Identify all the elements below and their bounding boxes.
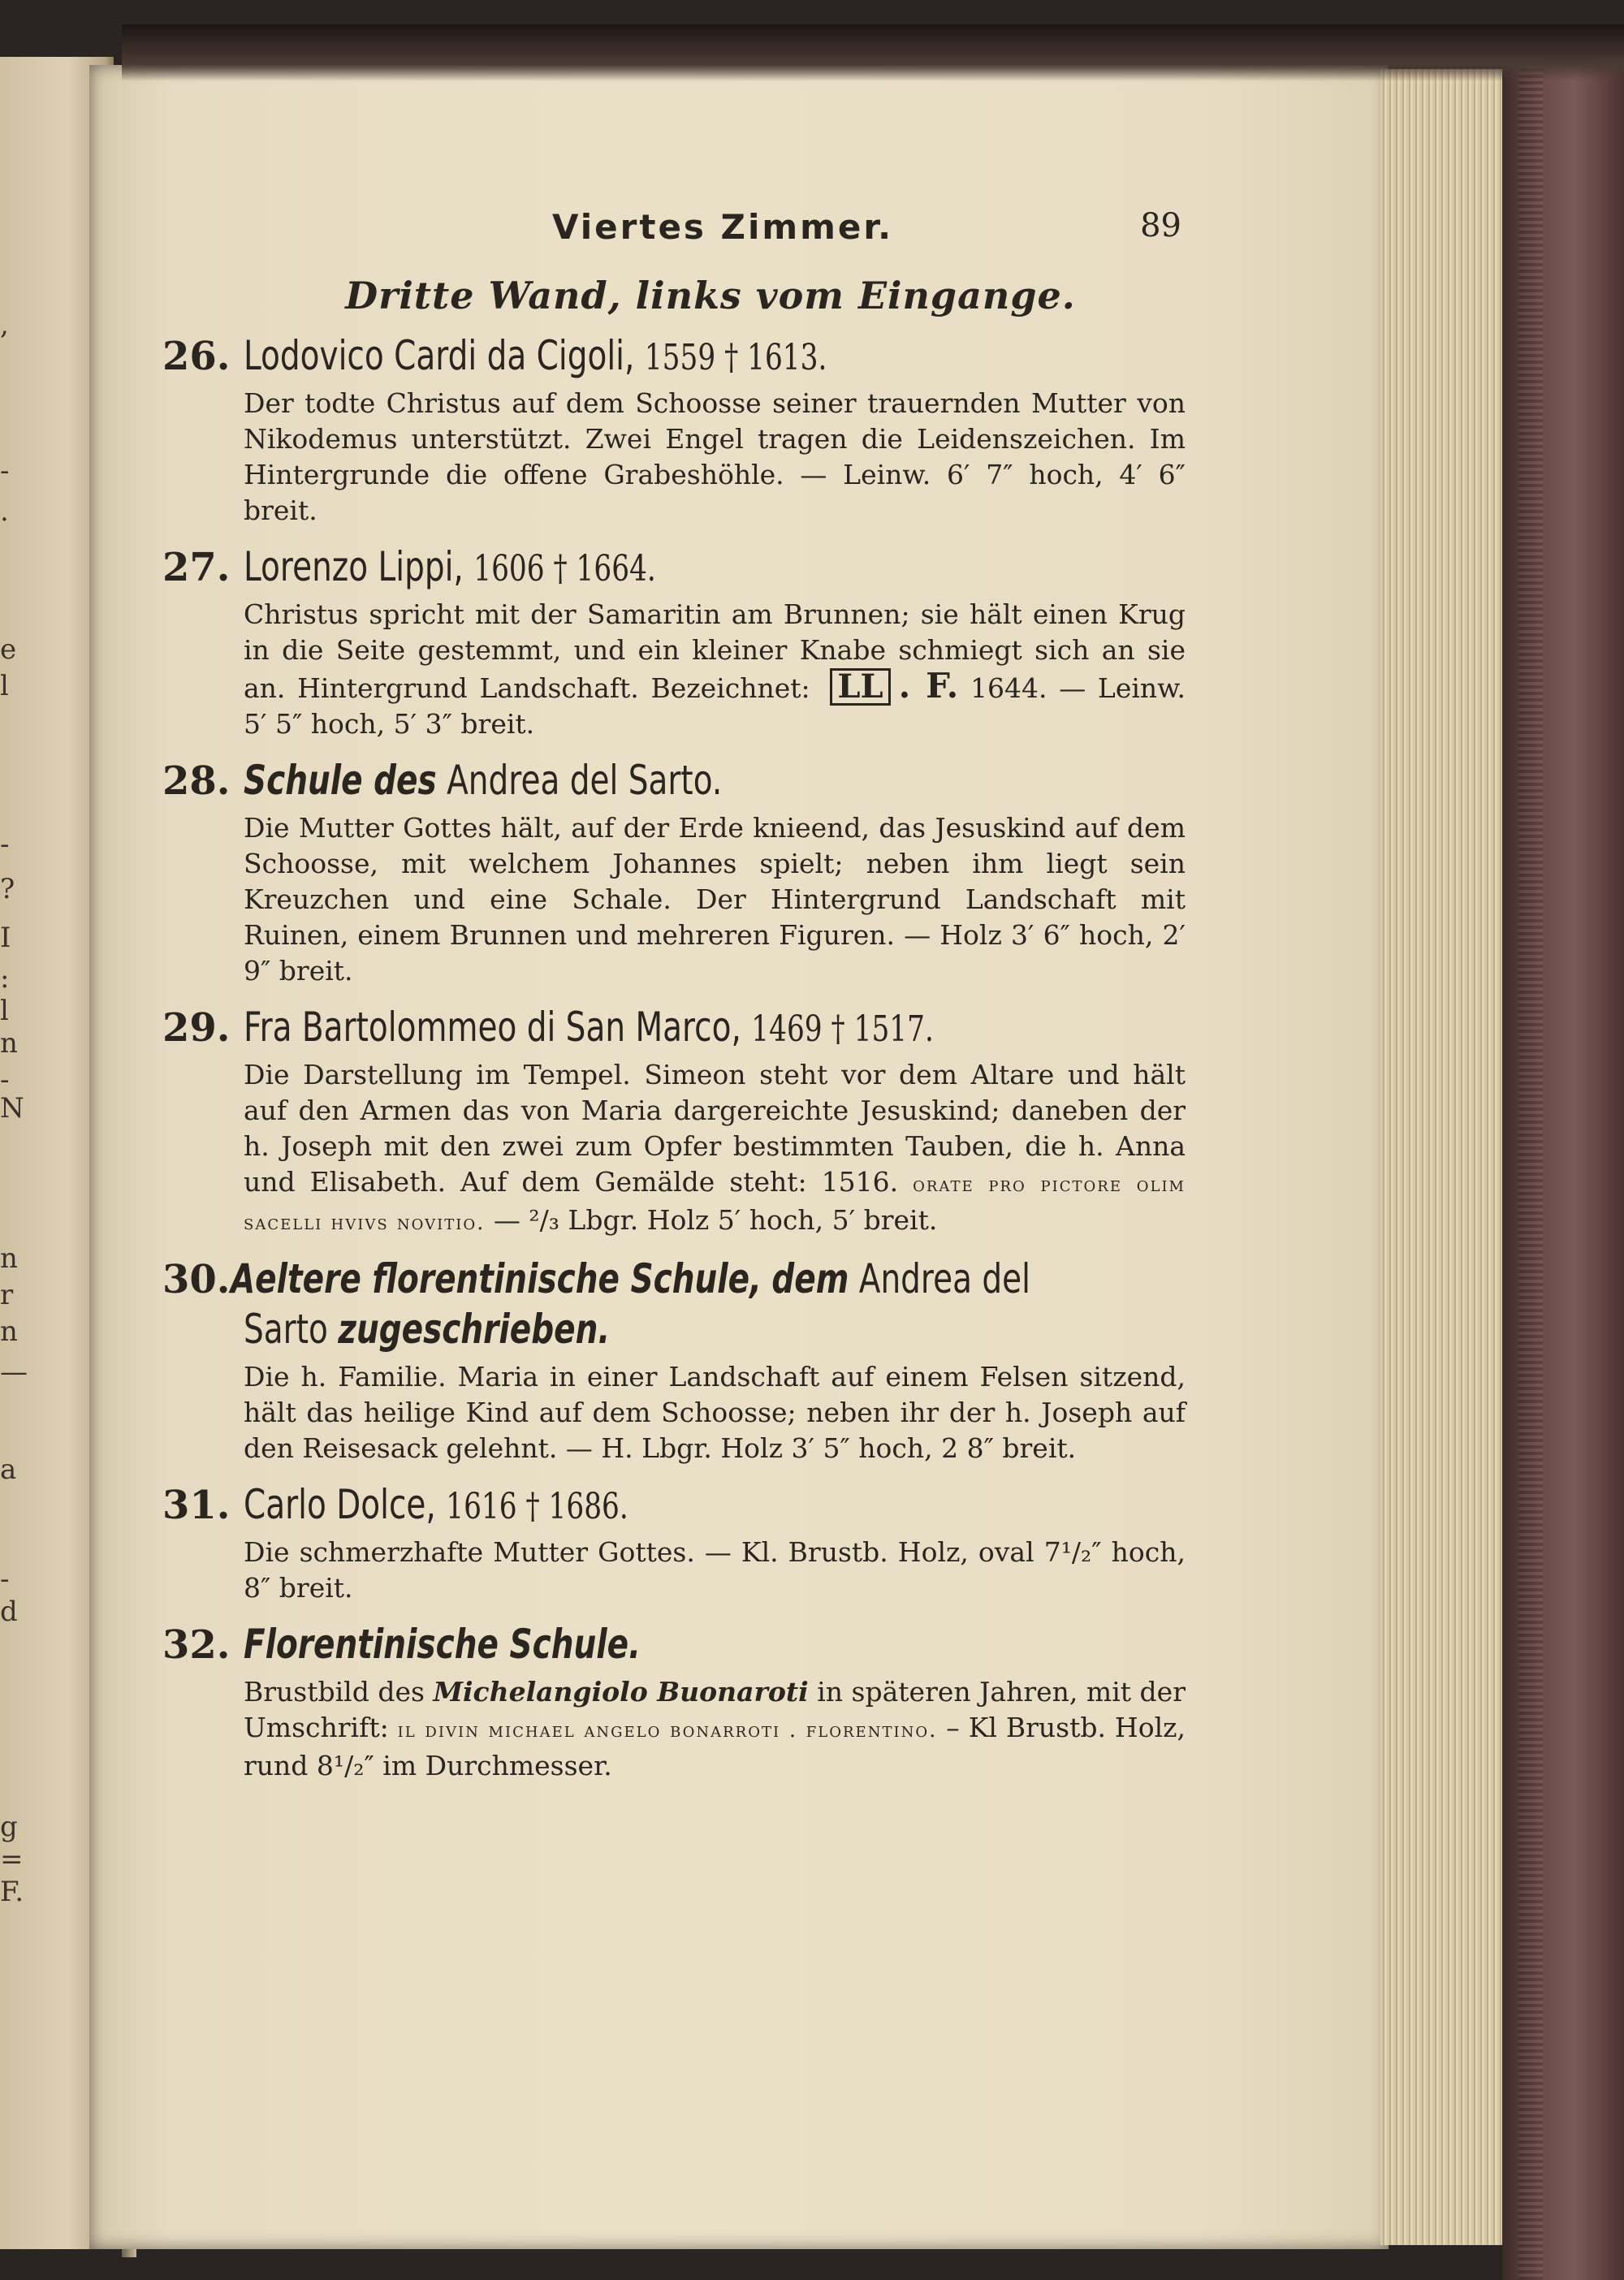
margin-fragment: -	[0, 455, 10, 487]
description-text: Brustbild des	[244, 1676, 425, 1708]
entry-description: Die schmerzhafte Mutter Gottes. — Kl. Brustb. Holz, oval 7¹/₂″ hoch, 8″ breit.	[244, 1536, 1186, 1604]
artist-school: Schule des	[244, 757, 437, 804]
artist-line	[244, 1004, 934, 1051]
margin-fragment: I	[0, 922, 11, 954]
entry-description: Die Mutter Gottes hält, auf der Erde knieend, das Jesuskind auf dem Schoosse, mit welchem Johannes spielt; neben ihm liegt sein Kreuzchen und eine Schale. Der Hintergrund Landschaft mit Ruinen, einem Brunnen und mehreren Figuren. — Holz 3′ 6″ hoch, 2′ 9″ breit.	[244, 812, 1186, 987]
entry-description	[244, 1674, 1186, 1784]
artist-dates: 1559 † 1613.	[644, 337, 827, 378]
catalog-entry	[162, 1255, 1186, 1466]
margin-fragment: g	[0, 1811, 18, 1843]
painting-inscription: orate pro pictore olim sacelli hvivs novitio.	[244, 1172, 1186, 1235]
artist-school: Florentinische Schule.	[244, 1621, 641, 1668]
description-text: in späteren Jahren, mit der Umschrift:	[244, 1676, 1186, 1743]
margin-fragment: ?	[0, 873, 15, 905]
margin-fragment: .	[0, 495, 9, 528]
margin-fragment: d	[0, 1596, 18, 1628]
attribution-word: zugeschrieben.	[338, 1306, 611, 1353]
artist-name: Carlo Dolce,	[244, 1481, 436, 1528]
entry-number: 29.	[162, 1005, 231, 1051]
margin-fragment: =	[0, 1843, 24, 1876]
artist-dates: 1606 † 1664.	[473, 548, 656, 589]
margin-fragment: F.	[0, 1876, 24, 1908]
entry-heading	[162, 1255, 1186, 1302]
page-content	[162, 207, 1186, 1799]
running-head	[244, 207, 1186, 256]
catalog-entry	[162, 332, 1186, 529]
fore-edge	[1380, 69, 1502, 2245]
page-number: 89	[1140, 207, 1181, 244]
margin-fragment: —	[0, 1356, 28, 1388]
margin-fragment: n	[0, 1027, 18, 1060]
description-text: – Kl Brustb. Holz, rund 8¹/₂″ im Durchmesser.	[244, 1712, 1186, 1781]
catalog-entry	[162, 1481, 1186, 1606]
margin-fragment: a	[0, 1453, 17, 1486]
artist-line	[244, 757, 722, 804]
artist-name: Lorenzo Lippi,	[244, 543, 464, 590]
catalog-entry	[162, 1004, 1186, 1241]
description-text: 1644. — Leinw. 5′ 5″ hoch, 5′ 3″ breit.	[244, 672, 1186, 740]
entry-heading	[162, 1004, 1186, 1051]
margin-fragment: r	[0, 1279, 14, 1311]
artist-line	[244, 1621, 641, 1668]
margin-fragment: ,	[0, 309, 9, 341]
description-text: — ²/₃ Lbgr. Holz 5′ hoch, 5′ breit.	[493, 1204, 938, 1236]
margin-fragment: e	[0, 633, 17, 666]
book-binding	[1502, 49, 1624, 2280]
artist-school: Aeltere florentinische Schule,	[230, 1255, 762, 1302]
artist-name: Andrea del Sarto.	[447, 757, 723, 804]
entry-heading	[162, 757, 1186, 804]
top-shadow	[122, 24, 1624, 81]
artist-dates: 1616 † 1686.	[446, 1486, 628, 1527]
entry-description	[244, 597, 1186, 742]
sitter-name: Michelangiolo Buonaroti	[433, 1676, 809, 1708]
attribution-word: dem	[771, 1255, 849, 1302]
artist-line	[244, 332, 827, 379]
catalog-entry	[162, 1621, 1186, 1784]
signature-mark: . F.	[898, 666, 959, 706]
catalog-entry	[162, 543, 1186, 742]
section-heading: Dritte Wand, links vom Eingange.	[345, 274, 1076, 317]
entry-heading	[162, 1481, 1186, 1528]
catalog-entry	[162, 757, 1186, 989]
entry-description: Der todte Christus auf dem Schoosse seiner trauernden Mutter von Nikodemus unterstützt. Zwei Engel tragen die Leidenszeichen. Im Hintergrunde die offene Grabeshöhle. — Leinw. 6′ 7″ hoch, 4′ 6″ breit.	[244, 387, 1186, 526]
artist-line	[244, 1306, 610, 1353]
margin-fragment: l	[0, 995, 9, 1027]
margin-fragment: -	[0, 1064, 10, 1096]
artist-name: Sarto	[244, 1306, 328, 1353]
portrait-inscription: il divin michael angelo bonarroti . florentino.	[397, 1718, 938, 1742]
entry-number: 30.	[162, 1257, 231, 1302]
artist-line	[231, 1255, 1030, 1302]
entry-number: 31.	[162, 1483, 231, 1528]
running-title: Viertes Zimmer.	[552, 207, 894, 247]
margin-fragment: n	[0, 1315, 18, 1348]
margin-fragment: -	[0, 1563, 10, 1596]
artist-dates: 1469 † 1517.	[751, 1008, 934, 1050]
description-text: Christus spricht mit der Samaritin am Brunnen; sie hält einen Krug in die Seite gestemmt, und ein kleiner Knabe schmiegt sich an sie an. Hintergrund Landschaft. Bezeichnet:	[244, 598, 1186, 704]
margin-fragment: -	[0, 828, 10, 861]
entry-number: 27.	[162, 545, 231, 590]
entry-heading-continued	[244, 1306, 1186, 1353]
entry-heading	[162, 1621, 1186, 1668]
artist-name: Andrea del	[858, 1255, 1030, 1302]
description-text: Die Darstellung im Tempel. Simeon steht vor dem Altare und hält auf den Armen das von Maria dargereichte Jesuskind; daneben der h. Joseph mit den zwei zum Opfer bestimmten Tauben, die h. Anna und Elisabeth. Auf dem Gemälde steht: 1516.	[244, 1059, 1186, 1198]
artist-line	[244, 1481, 628, 1528]
margin-fragment: l	[0, 670, 9, 702]
artist-line	[244, 543, 656, 590]
entry-number: 28.	[162, 758, 231, 804]
entry-heading	[162, 543, 1186, 590]
artist-monogram: LL	[830, 668, 890, 706]
entry-description: Die h. Familie. Maria in einer Landschaft auf einem Felsen sitzend, hält das heilige Kind auf dem Schoosse; neben ihr der h. Joseph auf den Reisesack gelehnt. — H. Lbgr. Holz 3′ 5″ hoch, 2 8″ breit.	[244, 1361, 1186, 1464]
entry-description	[244, 1057, 1186, 1241]
margin-fragment: N	[0, 1092, 24, 1125]
margin-fragment: n	[0, 1242, 18, 1275]
entry-number: 26.	[162, 334, 231, 379]
artist-name: Lodovico Cardi da Cigoli,	[244, 332, 635, 379]
entry-number: 32.	[162, 1622, 231, 1668]
artist-name: Fra Bartolommeo di San Marco,	[244, 1004, 741, 1051]
margin-fragment: :	[0, 962, 10, 995]
entry-heading	[162, 332, 1186, 379]
